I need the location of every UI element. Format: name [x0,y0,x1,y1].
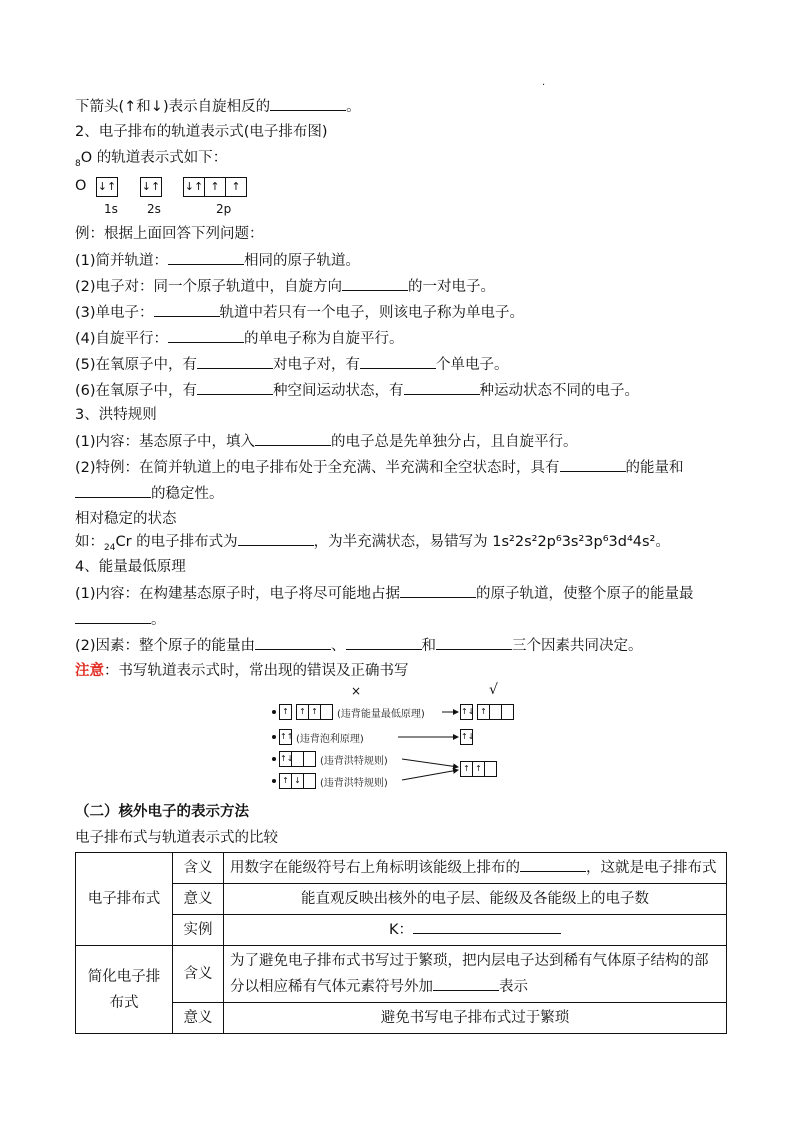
cr-example: 如：$_{24}$Cr 的电子排布式为 ，为半充满状态，易错写为 1s²2s²2p⁶3s²3p⁶3d⁴4s²。 [75,531,670,558]
question-1: (1)简并轨道： 相同的原子轨道。 [75,250,360,271]
table-cell: 为了避免电子排布式书写过于繁琐，把内层电子达到稀有气体原子结构的部分以相应稀有气体元素符号外加 表示 [224,946,727,1003]
table-cell: K： [224,915,727,946]
table-cell: 用数字在能级符号右上角标明该能级上排布的 ，这就是电子排布式 [224,853,727,884]
dot-mark: · [542,80,546,91]
group-cell: 简化电子排布式 [76,946,173,1034]
orbital-cell: ↑ [231,180,241,193]
hund-exception-cont: 的稳定性。 [75,483,224,504]
orbital-cell: ↓↑ [141,180,161,193]
section-3-title: 3、洪特规则 [75,407,157,423]
section-2-title: 2、电子排布的轨道表示式(电子排布图) [75,124,328,140]
energy-content-cont: 。 [75,609,166,630]
orbital-box: ↑ ↑ [460,761,497,777]
orbital-box: ↑↓ [460,729,473,745]
question-6: (6)在氧原子中，有 种空间运动状态，有 种运动状态不同的电子。 [75,380,639,401]
row-label: 实例 [173,915,224,946]
group-cell: 电子排布式 [76,853,173,946]
table-row [76,884,727,915]
orbital-cell: ↓↑ [184,178,205,196]
table-row [76,915,727,946]
orbital-box: ↑ [279,704,292,720]
correct-mark: √ [489,682,498,698]
orbital-box: ↑↑ [279,729,292,745]
annotation: (违背能量最低原理) [337,708,425,720]
oxygen-label: $_8$O 的轨道表示式如下： [75,150,228,169]
orbital-box: ↑ ↑ [296,704,333,720]
question-2: (2)电子对：同一个原子轨道中，自旋方向 的一对电子。 [75,276,495,297]
table-row [76,946,727,1003]
hund-content: (1)内容：基态原子中，填入 的电子总是先单独分占，且自旋平行。 [75,431,578,452]
blank [520,857,586,872]
row-label: 意义 [173,1003,224,1034]
row-label: 意义 [173,884,224,915]
label-2s: 2s [147,202,161,216]
question-5: (5)在氧原子中，有 对电子对，有 个单电子。 [75,354,509,375]
section-4-title: 4、能量最低原理 [75,559,186,575]
table-row [76,1003,727,1034]
annotation: (违背洪特规则) [320,777,388,789]
orbital-box: ↑ [477,704,514,720]
example-intro: 例：根据上面回答下列问题： [75,226,264,242]
orbital-box: ↑ ↓ [279,773,316,789]
row-label: 含义 [173,946,224,1003]
note: 注意：书写轨道表示式时，常出现的错误及正确书写 [75,663,409,679]
row-label: 含义 [173,853,224,884]
orbital-cell: ↓↑ [97,180,117,193]
table-cell: 避免书写电子排布式过于繁琐 [224,1003,727,1034]
hund-exception: (2)特例：在简并轨道上的电子排布处于全充满、半充满和全空状态时，具有 的能量和 [75,457,684,478]
label-1s: 1s [104,202,118,216]
annotation: (违背泡利原理) [296,733,364,745]
comparison-table [75,852,727,1034]
energy-factors: (2)因素：整个原子的能量由 、 和 三个因素共同决定。 [75,635,643,656]
wrong-mark: × [351,684,362,698]
orbital-cell: ↑ [205,178,226,196]
compare-title: 电子排布式与轨道表示式的比较 [75,830,278,846]
blank [413,919,561,934]
question-4: (4)自旋平行： 的单电子称为自旋平行。 [75,328,404,349]
orbital-box: ↑↓ [460,704,473,720]
part-2-title: （二）核外电子的表示方法 [75,804,249,820]
label-2p: 2p [216,202,232,216]
energy-content: (1)内容：在构建基态原子时，电子将尽可能地占据 的原子轨道，使整个原子的能量最 [75,583,694,604]
annotation: (违背洪特规则) [320,755,388,767]
stable-title: 相对稳定的状态 [75,511,177,527]
blank [433,976,499,991]
question-3: (3)单电子： 轨道中若只有一个电子，则该电子称为单电子。 [75,302,524,323]
table-cell: 能直观反映出核外的电子层、能级及各能级上的电子数 [224,884,727,915]
table-row [76,853,727,884]
orbital-box: ↑↓ [279,751,316,767]
line-spin: 下箭头(↑和↓)表示自旋相反的 。 [75,96,361,117]
orbital-symbol: O [75,178,87,194]
